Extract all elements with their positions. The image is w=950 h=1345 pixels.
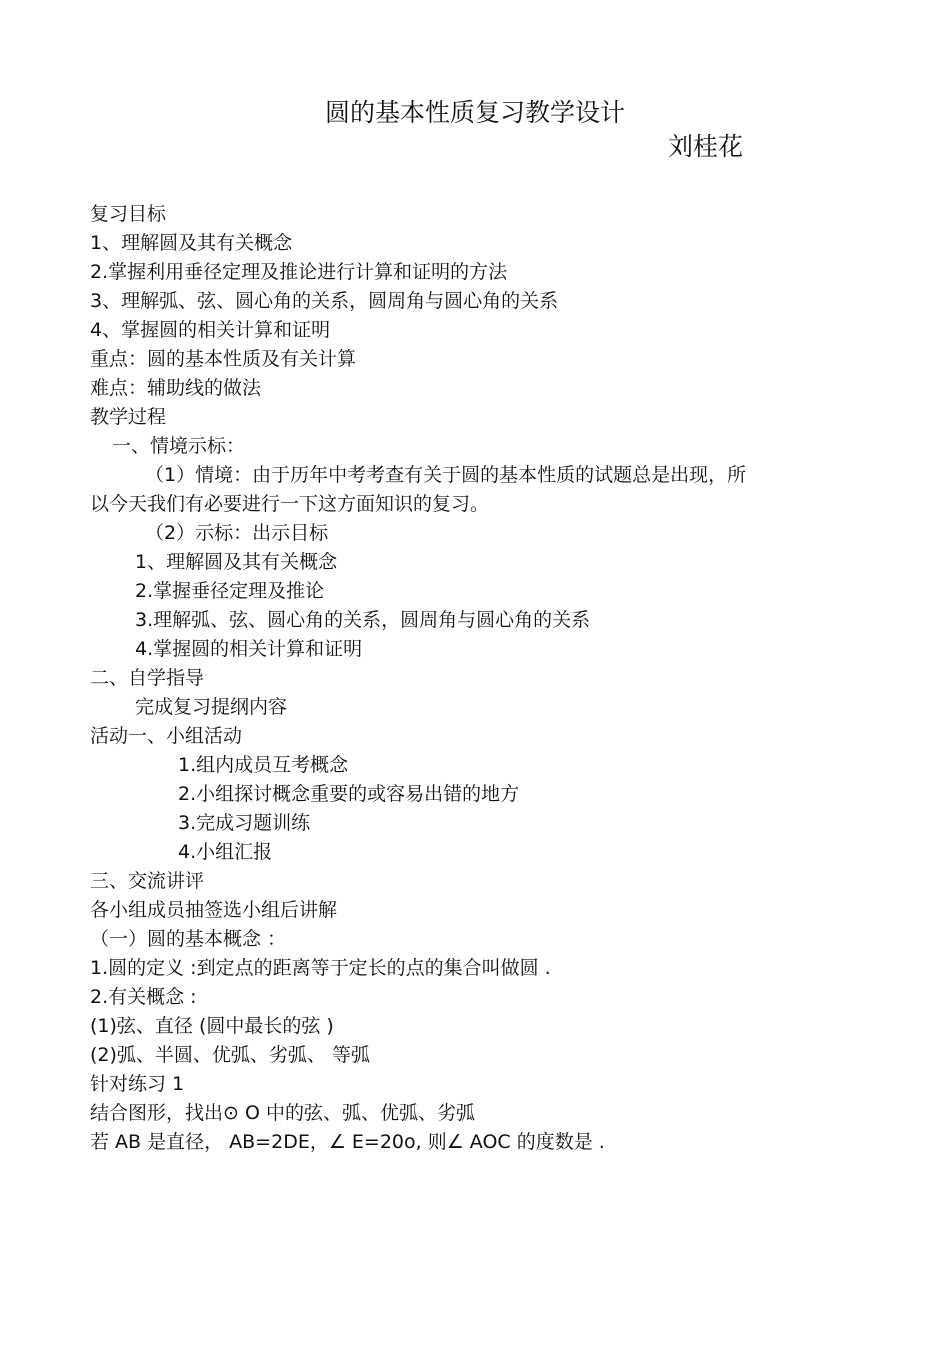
goal-item-2: 2.掌握利用垂径定理及推论进行计算和证明的方法 — [90, 261, 508, 283]
key-point: 重点：圆的基本性质及有关计算 — [90, 348, 357, 370]
activity-item-4: 4.小组汇报 — [178, 841, 273, 863]
exchange-description: 各小组成员抽签选小组后讲解 — [90, 899, 338, 921]
situation-paragraph-line-1: （1）情境：由于历年中考考查有关于圆的基本性质的试题总是出现，所 — [145, 464, 747, 486]
difficult-point: 难点：辅助线的做法 — [90, 377, 262, 399]
exercise-instruction: 结合图形，找出⊙ O 中的弦、弧、优弧、劣弧 — [90, 1102, 475, 1124]
goal-item-1: 1、理解圆及其有关概念 — [90, 232, 293, 254]
related-concepts-heading: 2.有关概念 : — [90, 986, 197, 1008]
goal-item-3: 3、理解弧、弦、圆心角的关系，圆周角与圆心角的关系 — [90, 290, 559, 312]
document-body — [90, 200, 860, 1157]
step-heading-situation: 一、情境示标： — [112, 435, 246, 457]
section-heading-teaching-process: 教学过程 — [90, 406, 167, 428]
shown-goal-1: 1、理解圆及其有关概念 — [135, 551, 338, 573]
shown-goal-2: 2.掌握垂径定理及推论 — [135, 580, 325, 602]
document-title: 圆的基本性质复习教学设计 — [324, 98, 625, 127]
activity-item-3: 3.完成习题训练 — [178, 812, 311, 834]
definition-circle: 1.圆的定义 :到定点的距离等于定长的点的集合叫做圆 . — [90, 957, 551, 979]
activity-heading: 活动一、小组活动 — [90, 725, 243, 747]
activity-item-2: 2.小组探讨概念重要的或容易出错的地方 — [178, 783, 520, 805]
shown-goal-4: 4.掌握圆的相关计算和证明 — [135, 638, 363, 660]
situation-paragraph-line-2: 以今天我们有必要进行一下这方面知识的复习。 — [90, 493, 490, 515]
shown-goal-3: 3.理解弧、弦、圆心角的关系，圆周角与圆心角的关系 — [135, 609, 591, 631]
activity-item-1: 1.组内成员互考概念 — [178, 754, 349, 776]
exercise-heading: 针对练习 1 — [90, 1073, 185, 1095]
subsection-basic-concepts: （一）圆的基本概念 ： — [90, 928, 287, 950]
goal-item-4: 4、掌握圆的相关计算和证明 — [90, 319, 331, 341]
step-heading-self-study: 二、自学指导 — [90, 667, 205, 689]
step-heading-exchange: 三、交流讲评 — [90, 870, 205, 892]
self-study-task: 完成复习提纲内容 — [135, 696, 288, 718]
show-goals-heading: （2）示标：出示目标 — [145, 522, 329, 544]
exercise-question: 若 AB 是直径， AB=2DE，∠ E=20o, 则∠ AOC 的度数是 . — [90, 1131, 605, 1153]
concept-chord-diameter: (1)弦、直径 (圆中最长的弦 ) — [90, 1015, 334, 1037]
concept-arcs: (2)弧、半圆、优弧、劣弧、 等弧 — [90, 1044, 370, 1066]
section-heading-review-goals: 复习目标 — [90, 203, 167, 225]
document-author: 刘桂花 — [668, 132, 744, 161]
